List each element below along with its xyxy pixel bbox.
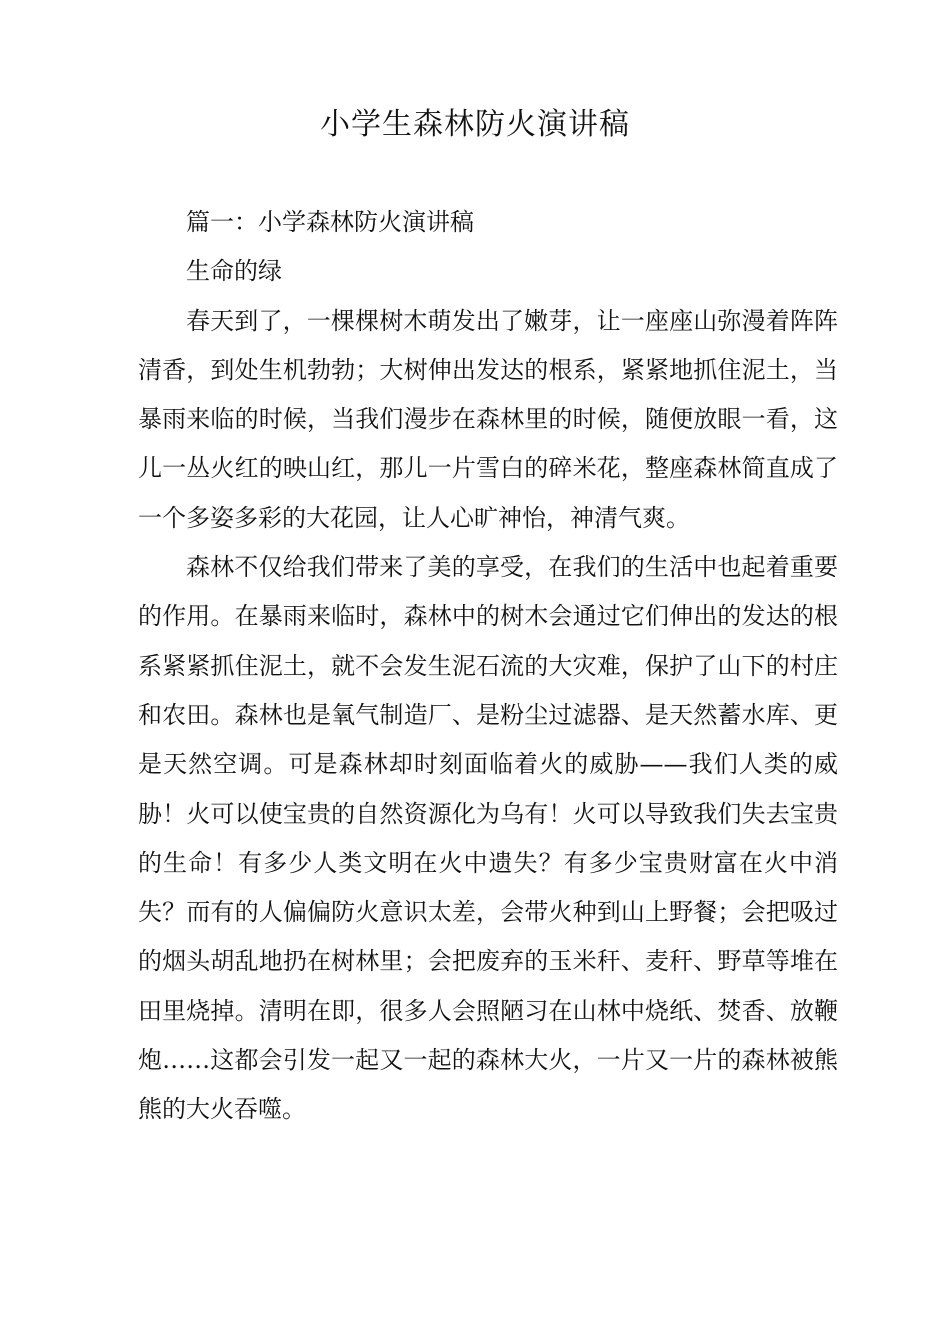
- paragraph-2: 森林不仅给我们带来了美的享受，在我们的生活中也起着重要的作用。在暴雨来临时，森林中的树木会通过它们伸出的发达的根系紧紧抓住泥土，就不会发生泥石流的大灾难，保护了山下的村庄和农田。森林也是氧气制造厂、是粉尘过滤器、是天然蓄水库、更是天然空调。可是森林却时刻面临着火的威胁——我们人类的威胁！火可以使宝贵的自然资源化为乌有！火可以导致我们失去宝贵的生命！有多少人类文明在火中遗失？有多少宝贵财富在火中消失？而有的人偏偏防火意识太差，会带火种到山上野餐；会把吸过的烟头胡乱地扔在树林里；会把废弃的玉米秆、麦秆、野草等堆在田里烧掉。清明在即，很多人会照陋习在山林中烧纸、焚香、放鞭炮……这都会引发一起又一起的森林大火，一片又一片的森林被熊熊的大火吞噬。: [138, 553, 838, 1124]
- subtitle: 生命的绿: [186, 257, 282, 286]
- document-title: 小学生森林防火演讲稿: [320, 107, 630, 142]
- section-heading: 篇一：小学森林防火演讲稿: [186, 208, 474, 236]
- document-body: [138, 198, 838, 1135]
- paragraph-1: 春天到了，一棵棵树木萌发出了嫩芽，让一座座山弥漫着阵阵清香，到处生机勃勃；大树伸出发达的根系，紧紧地抓住泥土，当暴雨来临的时候，当我们漫步在森林里的时候，随便放眼一看，这儿一丛火红的映山红，那儿一片雪白的碎米花，整座森林简直成了一个多姿多彩的大花园，让人心旷神怡，神清气爽。: [138, 306, 838, 532]
